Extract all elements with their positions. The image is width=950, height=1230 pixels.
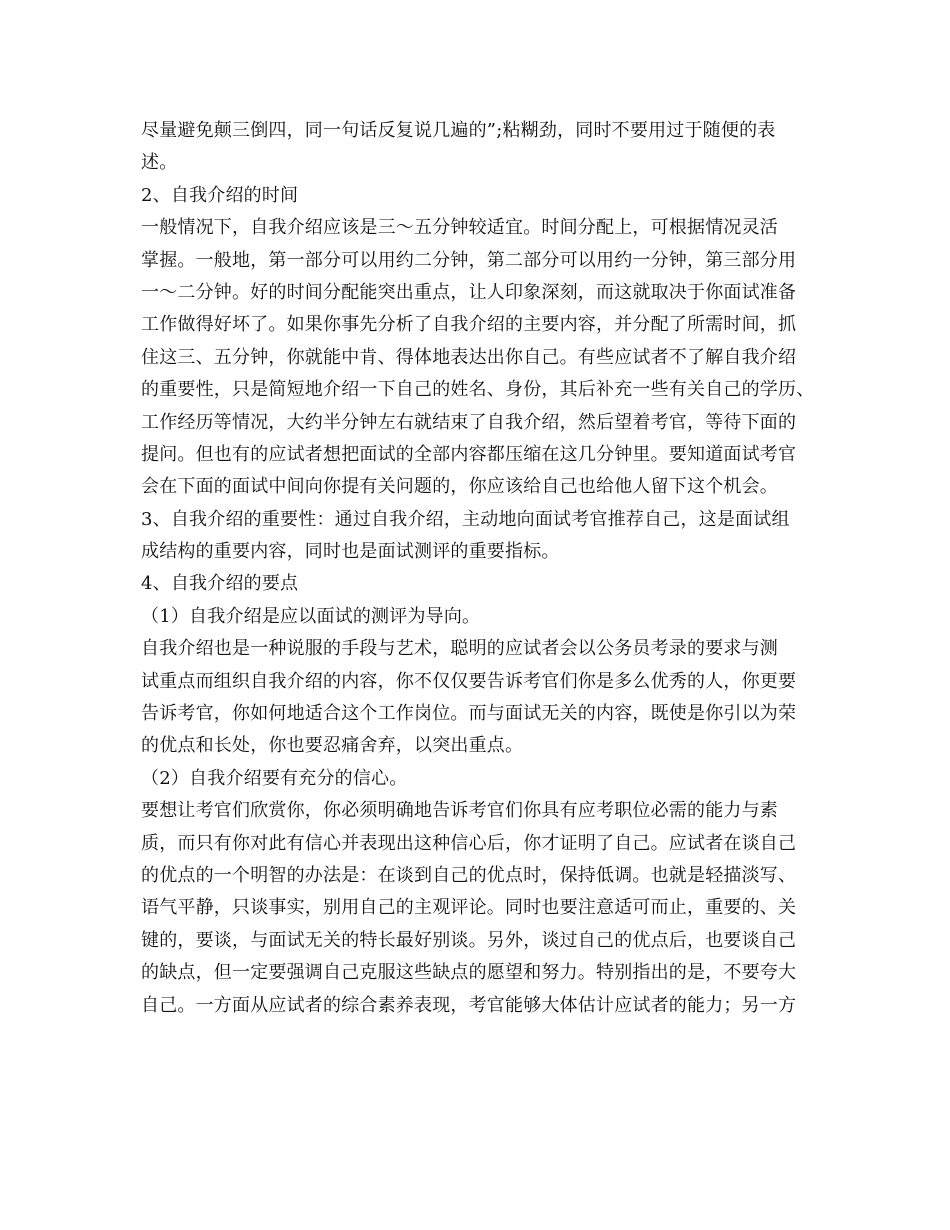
text-line: 告诉考官，你如何地适合这个工作岗位。而与面试无关的内容，既使是你引以为荣 [141,703,797,725]
text-line: 要想让考官们欣赏你，你必须明确地告诉考官们你具有应考职位必需的能力与素 [141,800,778,822]
text-line: 提问。但也有的应试者想把面试的全部内容都压缩在这几分钟里。要知道面试考官 [141,443,797,465]
text-line: 的缺点，但一定要强调自己克服这些缺点的愿望和努力。特别指出的是，不要夸大 [141,962,797,984]
text-line: 的优点和长处，你也要忍痛舍弃，以突出重点。 [141,735,524,757]
subheading: （2）自我介绍要有充分的信心。 [141,767,408,789]
text-line: 住这三、五分钟，你就能中肯、得体地表达出你自己。有些应试者不了解自我介绍 [141,346,797,368]
text-line: 掌握。一般地，第一部分可以用约二分钟，第二部分可以用约一分钟，第三部分用 [141,249,797,271]
text-line: 语气平静，只谈事实，别用自己的主观评论。同时也要注意适可而止，重要的、关 [141,897,797,919]
text-line: 工作经历等情况，大约半分钟左右就结束了自我介绍，然后望着考官，等待下面的 [141,411,797,433]
text-line: 一～二分钟。好的时间分配能突出重点，让人印象深刻，而这就取决于你面试准备 [141,281,797,303]
section-heading: 4、自我介绍的要点 [141,573,299,595]
section-heading: 3、自我介绍的重要性：通过自我介绍，主动地向面试考官推荐自己，这是面试组 [141,508,790,530]
text-line: 述。 [141,152,178,174]
text-line: 一般情况下，自我介绍应该是三～五分钟较适宜。时间分配上，可根据情况灵活 [141,217,778,239]
text-line: 试重点而组织自我介绍的内容，你不仅仅要告诉考官们你是多么优秀的人，你更要 [141,670,797,692]
section-heading: 2、自我介绍的时间 [141,184,299,206]
text-line: 键的，要谈，与面试无关的特长最好别谈。另外，谈过自己的优点后，也要谈自己 [141,929,797,951]
text-line: 自己。一方面从应试者的综合素养表现，考官能够大体估计应试者的能力；另一方 [141,994,797,1016]
document-body [141,115,831,1022]
text-line: 工作做得好坏了。如果你事先分析了自我介绍的主要内容，并分配了所需时间，抓 [141,314,797,336]
text-line: 自我介绍也是一种说服的手段与艺术，聪明的应试者会以公务员考录的要求与测 [141,638,778,660]
text-line: 成结构的重要内容，同时也是面试测评的重要指标。 [141,541,560,563]
text-line: 的优点的一个明智的办法是：在谈到自己的优点时，保持低调。也就是轻描淡写、 [141,864,797,886]
text-line: 质，而只有你对此有信心并表现出这种信心后，你才证明了自己。应试者在谈自己 [141,832,797,854]
text-line: 的重要性，只是简短地介绍一下自己的姓名、身份，其后补充一些有关自己的学历、 [141,379,815,401]
text-line: 会在下面的面试中间向你提有关问题的，你应该给自己也给他人留下这个机会。 [141,476,778,498]
text-line: 尽量避免颠三倒四，同一句话反复说几遍的”;粘糊劲，同时不要用过于随便的表 [141,120,776,141]
subheading: （1）自我介绍是应以面试的测评为导向。 [141,605,481,627]
